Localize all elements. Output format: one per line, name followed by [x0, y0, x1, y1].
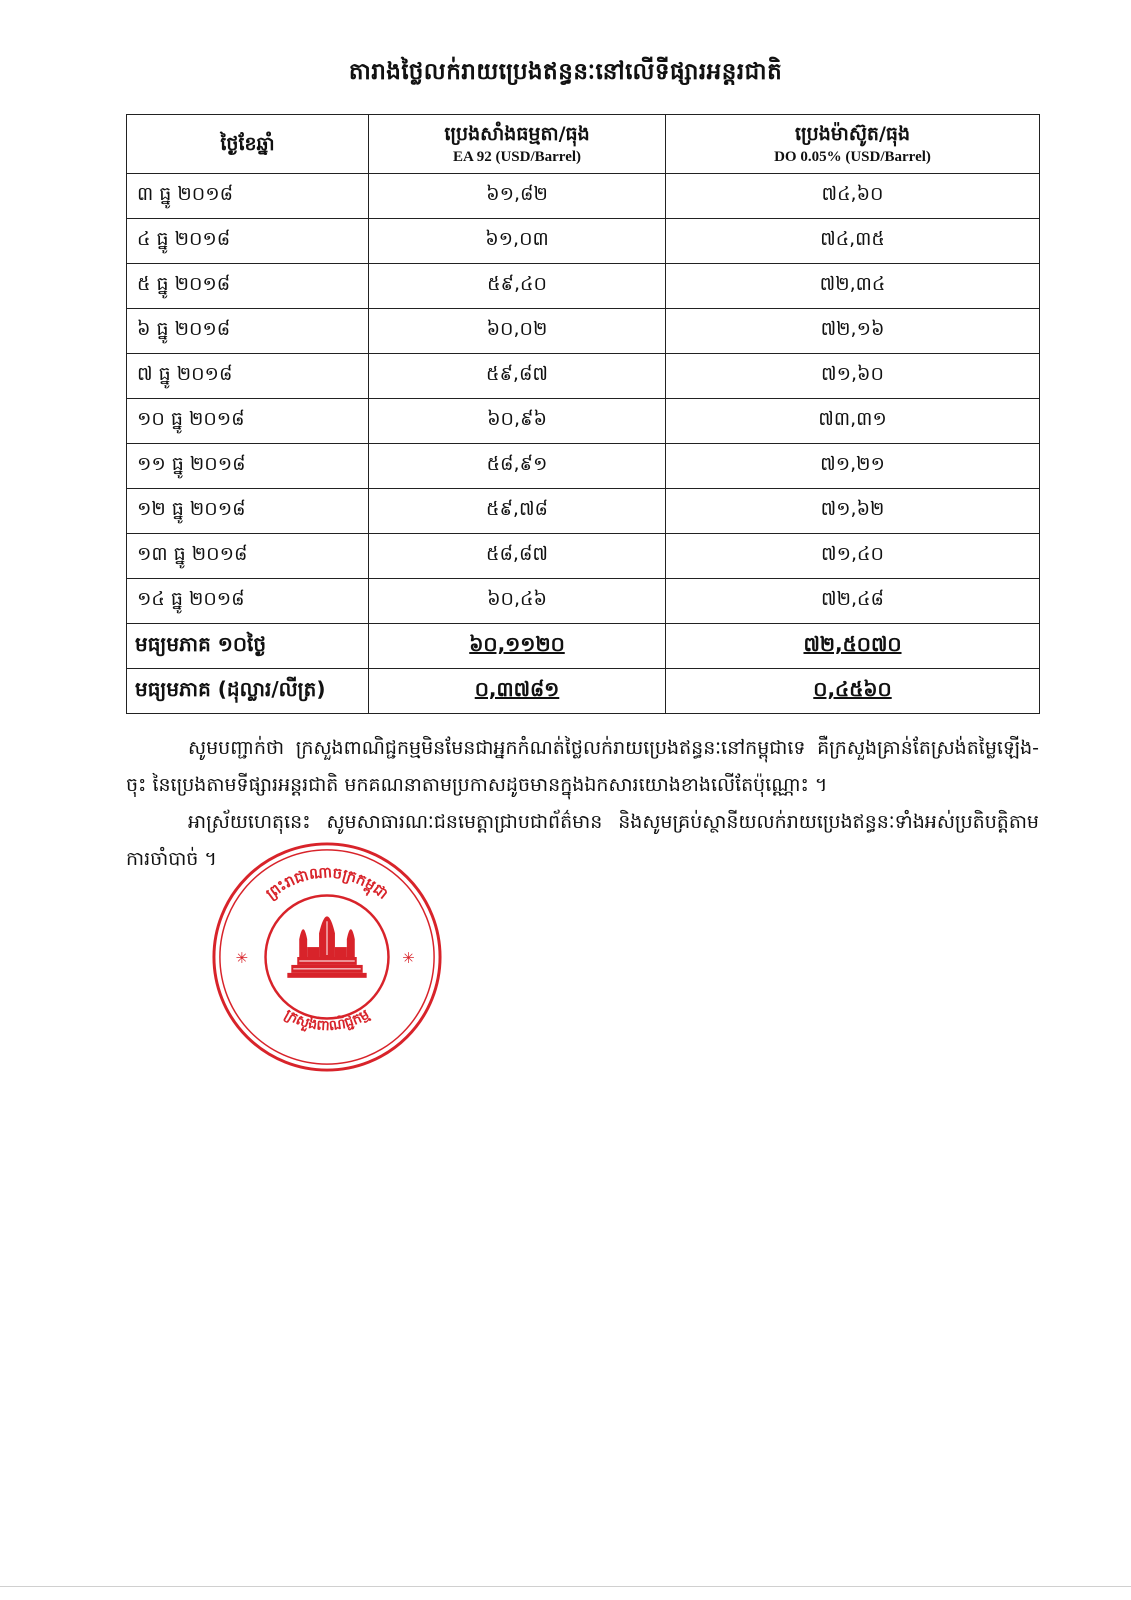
fuel-price-table [126, 114, 1040, 714]
average-label: មធ្យមភាគ (ដុល្លារ/លីត្រ) [127, 669, 369, 714]
table-row [127, 579, 1040, 624]
header-ea92-khmer: ប្រេងសាំងធម្មតា/ធុង [444, 123, 590, 145]
do005-price-cell: ៧១,៤០ [666, 534, 1040, 579]
ea92-average-value: ៦០,១១២០ [469, 632, 565, 656]
table-row [127, 399, 1040, 444]
note-paragraph-1: សូមបញ្ជាក់ថា ក្រសួងពាណិជ្ជកម្មមិនមែនជាអ្នកកំណត់ថ្លៃលក់រាយប្រេងឥន្ធនៈនៅកម្ពុជាទេ គឺក្រសួងគ្រាន់តែស្រង់តម្លៃឡើង-ចុះ នៃប្រេងតាមទីផ្សារអន្តរជាតិ មកគណនាតាមប្រកាសដូចមានក្នុងឯកសារយោងខាងលើតែប៉ុណ្ណោះ ។ [126, 737, 1039, 796]
seal-star-right-icon: ✳ [402, 948, 415, 967]
official-seal [208, 838, 446, 1076]
ea92-price-cell: ៥៩,៤០ [369, 264, 666, 309]
do005-price-cell: ៧៤,៦០ [666, 174, 1040, 219]
do005-price-cell: ៧៤,៣៥ [666, 219, 1040, 264]
table-row [127, 174, 1040, 219]
page-bottom-rule [0, 1586, 1131, 1587]
do005-price-cell: ៧១,៦២ [666, 489, 1040, 534]
document-title: តារាងថ្លៃលក់រាយប្រេងឥន្ធនៈនៅលើទីផ្សារអន្តរជាតិ [348, 59, 783, 85]
ea92-average-cell [369, 669, 666, 714]
table-header-row [127, 115, 1040, 174]
ea92-price-cell: ៦០,៩៦ [369, 399, 666, 444]
ea92-price-cell: ៦១,៨២ [369, 174, 666, 219]
date-cell: ១២ ធ្នូ ២០១៨ [127, 489, 369, 534]
do005-price-cell: ៧៣,៣១ [666, 399, 1040, 444]
date-cell: ១៣ ធ្នូ ២០១៨ [127, 534, 369, 579]
do005-average-value: ០,៤៥៦០ [813, 677, 892, 701]
seal-top-text: ព្រះរាជាណាចក្រកម្ពុជា [262, 863, 392, 903]
do005-price-cell: ៧២,៣៤ [666, 264, 1040, 309]
ea92-price-cell: ៥៨,៩១ [369, 444, 666, 489]
average-label: មធ្យមភាគ ១០ថ្ងៃ [127, 624, 369, 669]
table-row [127, 534, 1040, 579]
do005-average-cell [666, 669, 1040, 714]
header-do005-unit: DO 0.05% (USD/Barrel) [774, 149, 931, 165]
header-do005-khmer: ប្រេងម៉ាស៊ូត/ធុង [794, 123, 911, 145]
do005-average-cell [666, 624, 1040, 669]
table-row [127, 219, 1040, 264]
do005-price-cell: ៧២,៤៨ [666, 579, 1040, 624]
header-date [127, 115, 369, 174]
seal-bottom-text: ក្រសួងពាណិជ្ជកម្ម [281, 1006, 373, 1035]
svg-text:ព្រះរាជាណាចក្រកម្ពុជា [262, 863, 391, 903]
date-cell: ៤ ធ្នូ ២០១៨ [127, 219, 369, 264]
date-cell: ៥ ធ្នូ ២០១៨ [127, 264, 369, 309]
ea92-price-cell: ៥៩,៨៧ [369, 354, 666, 399]
table-row [127, 489, 1040, 534]
date-cell: ៦ ធ្នូ ២០១៨ [127, 309, 369, 354]
do005-price-cell: ៧១,៦០ [666, 354, 1040, 399]
date-cell: ១៤ ធ្នូ ២០១៨ [127, 579, 369, 624]
date-cell: ១០ ធ្នូ ២០១៨ [127, 399, 369, 444]
table-row [127, 264, 1040, 309]
average-row-per-liter [127, 669, 1040, 714]
date-cell: ៧ ធ្នូ ២០១៨ [127, 354, 369, 399]
do005-price-cell: ៧១,២១ [666, 444, 1040, 489]
seal-star-left-icon: ✳ [235, 948, 249, 967]
do005-average-value: ៧២,៥០៧០ [803, 632, 902, 656]
svg-text:ក្រសួងពាណិជ្ជកម្ម [282, 1006, 373, 1034]
ea92-average-value: ០,៣៧៨១ [474, 677, 560, 701]
table-row [127, 354, 1040, 399]
ea92-average-cell [369, 624, 666, 669]
header-ea92-unit: EA 92 (USD/Barrel) [452, 149, 582, 165]
table-row [127, 444, 1040, 489]
date-cell: ៣ ធ្នូ ២០១៨ [127, 174, 369, 219]
ea92-price-cell: ៥៨,៨៧ [369, 534, 666, 579]
table-row [127, 309, 1040, 354]
header-do005 [666, 115, 1040, 174]
ea92-price-cell: ៦០,០២ [369, 309, 666, 354]
do005-price-cell: ៧២,១៦ [666, 309, 1040, 354]
header-ea92 [369, 115, 666, 174]
ea92-price-cell: ៥៩,៧៨ [369, 489, 666, 534]
ea92-price-cell: ៦០,៤៦ [369, 579, 666, 624]
header-date-khmer: ថ្ងៃខែឆ្នាំ [220, 133, 275, 155]
average-row-10day [127, 624, 1040, 669]
ea92-price-cell: ៦១,០៣ [369, 219, 666, 264]
date-cell: ១១ ធ្នូ ២០១៨ [127, 444, 369, 489]
note-paragraph-2: អាស្រ័យហេតុនេះ សូមសាធារណៈជនមេត្តាជ្រាបជាព័ត៌មាន និងសូមគ្រប់ស្ថានីយលក់រាយប្រេងឥន្ធនៈទាំងអស់ប្រតិបត្តិតាមការចាំបាច់ ។ [126, 811, 1039, 870]
